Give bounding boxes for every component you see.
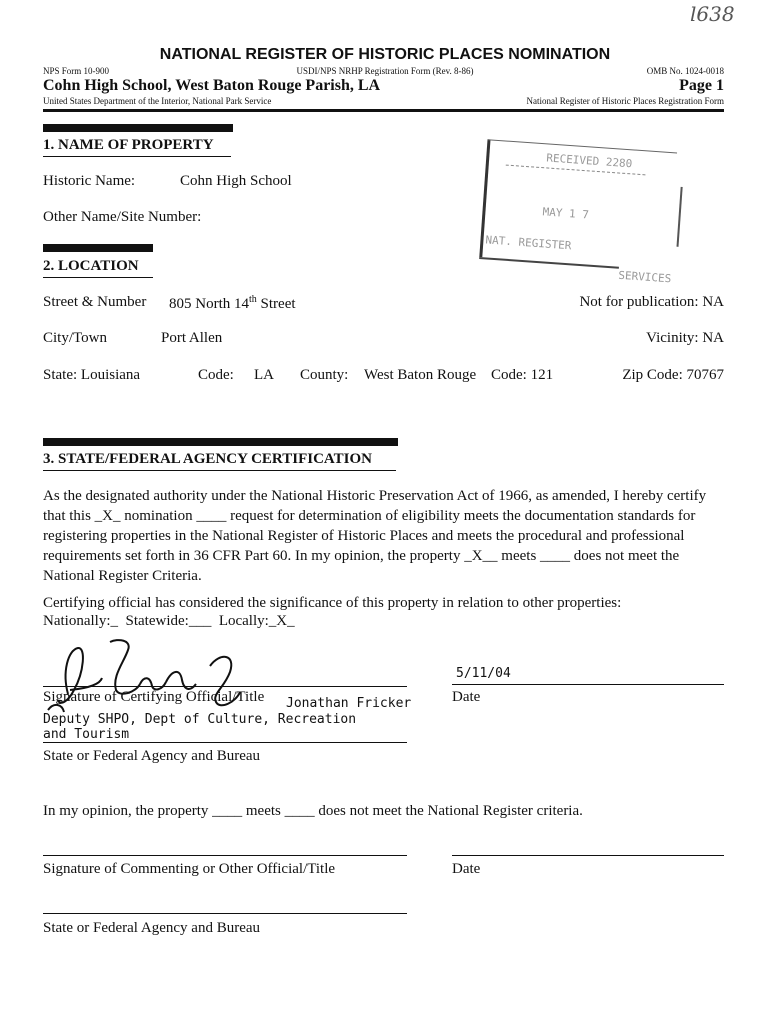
opinion-blank-does-not: ____: [284, 803, 315, 819]
stamp-edge-bottom: [479, 257, 619, 269]
stamp-text-date: MAY 1 7: [542, 205, 590, 222]
signature-line: [43, 686, 407, 687]
registration-form-label: USDI/NPS NRHP Registration Form (Rev. 8-86): [296, 66, 474, 76]
state-code-value: LA: [254, 367, 274, 383]
opinion-blank-meets: ____: [212, 803, 243, 819]
street-value-suffix: Street: [256, 296, 296, 312]
signer-title-line-2: and Tourism: [43, 727, 130, 742]
stamp-edge-top: [487, 139, 677, 153]
agency-line-2: [43, 913, 407, 914]
county-value: West Baton Rouge: [364, 367, 477, 383]
significance-levels: [43, 613, 295, 630]
omb-number: OMB No. 1024-0018: [646, 66, 724, 76]
agency-label-2: State or Federal Agency and Bureau: [43, 920, 261, 936]
para1-text-b: nomination: [120, 508, 197, 524]
state-field: State: Louisiana: [43, 367, 141, 383]
street-value-number: 805 North 14: [169, 296, 249, 312]
para1-blank-does: ____: [540, 548, 571, 564]
significance-statement: Certifying official has considered the significance of this property in relation to other properties:: [43, 595, 622, 611]
date-line: [452, 684, 724, 685]
page-number: Page 1: [679, 77, 724, 94]
level-statewide: Statewide:___: [125, 613, 212, 629]
street-value-sup: th: [249, 294, 257, 305]
city-value: Port Allen: [161, 330, 223, 346]
opinion-text-a: In my opinion, the property: [43, 803, 213, 819]
property-title: Cohn High School, West Baton Rouge Parish, LA: [43, 77, 381, 94]
signer-name: Jonathan Fricker: [286, 696, 412, 711]
agency-line: [43, 742, 407, 743]
section-1-underline: [43, 156, 231, 157]
para1-x-meets: _X__: [464, 548, 498, 564]
para1-text-e: does not meet the National Register Criteria.: [43, 548, 680, 584]
para1-blank-request: ____: [196, 508, 227, 524]
section-2-heading: 2. LOCATION: [43, 258, 139, 274]
stamp-text-register: NAT. REGISTER: [485, 233, 572, 253]
section-2-underline: [43, 277, 153, 278]
section-2-bar: [43, 244, 153, 252]
para1-text-c: request for determination of eligibility meets the documentation standards for registering properties in the National Register of Historic Places and meets the procedural and professional requirements set forth in 36 CFR Part 60. In my opinion, the property: [43, 508, 696, 564]
opinion-text-c: does not meet the National Register criteria.: [314, 803, 583, 819]
section-3-underline: [43, 470, 396, 471]
para1-text-a: As the designated authority under the National Historic Preservation Act of 1966, as amended, I hereby certify that this: [43, 488, 707, 524]
other-name-label: Other Name/Site Number:: [43, 209, 202, 225]
signer-title-line-1: Deputy SHPO, Dept of Culture, Recreation: [43, 712, 357, 727]
zip-code: Zip Code: 70767: [622, 367, 724, 383]
vicinity: Vicinity: NA: [646, 330, 724, 346]
comment-signature-label: Signature of Commenting or Other Official/Title: [43, 861, 336, 877]
handwritten-corner-note: l638: [690, 2, 735, 26]
stamp-text-services: SERVICES: [617, 268, 672, 286]
signature-date-value: 5/11/04: [456, 666, 511, 681]
section-1-bar: [43, 124, 233, 132]
form-title: NATIONAL REGISTER OF HISTORIC PLACES NOMINATION: [159, 46, 611, 63]
state-code-label: Code:: [198, 367, 234, 383]
received-stamp: [479, 133, 686, 286]
header-rule: [43, 109, 724, 112]
form-number: NPS Form 10-900: [43, 66, 110, 76]
not-for-publication: Not for publication: NA: [579, 294, 724, 310]
stamp-text-received: RECEIVED 2280: [545, 151, 633, 171]
department-label: United States Department of the Interior, National Park Service: [43, 96, 272, 106]
street-label: Street & Number: [43, 294, 147, 310]
street-value: [169, 294, 296, 313]
county-label: County:: [300, 367, 349, 383]
certification-paragraph: [43, 486, 728, 586]
comment-signature-line: [43, 855, 407, 856]
register-form-label: National Register of Historic Places Registration Form: [526, 96, 724, 106]
level-nationally: Nationally:_: [43, 613, 118, 629]
level-locally: Locally:_X_: [218, 613, 295, 629]
para1-x-nomination: _X_: [94, 508, 121, 524]
handwritten-signature: [40, 632, 280, 722]
section-3-heading: 3. STATE/FEDERAL AGENCY CERTIFICATION: [43, 451, 372, 467]
opinion-text-b: meets: [242, 803, 285, 819]
stamp-edge-right: [676, 187, 682, 247]
city-label: City/Town: [43, 330, 107, 346]
comment-date-line: [452, 855, 724, 856]
historic-name-value: Cohn High School: [180, 173, 292, 189]
historic-name-label: Historic Name:: [43, 173, 136, 189]
date-label: Date: [452, 689, 481, 705]
comment-date-label: Date: [452, 861, 481, 877]
para1-text-d: meets: [497, 548, 541, 564]
section-1-heading: 1. NAME OF PROPERTY: [43, 137, 214, 153]
opinion-statement: [43, 803, 583, 820]
agency-label: State or Federal Agency and Bureau: [43, 748, 261, 764]
section-3-bar: [43, 438, 398, 446]
county-code: Code: 121: [491, 367, 554, 383]
signature-label: Signature of Certifying Official/Title: [43, 689, 265, 705]
